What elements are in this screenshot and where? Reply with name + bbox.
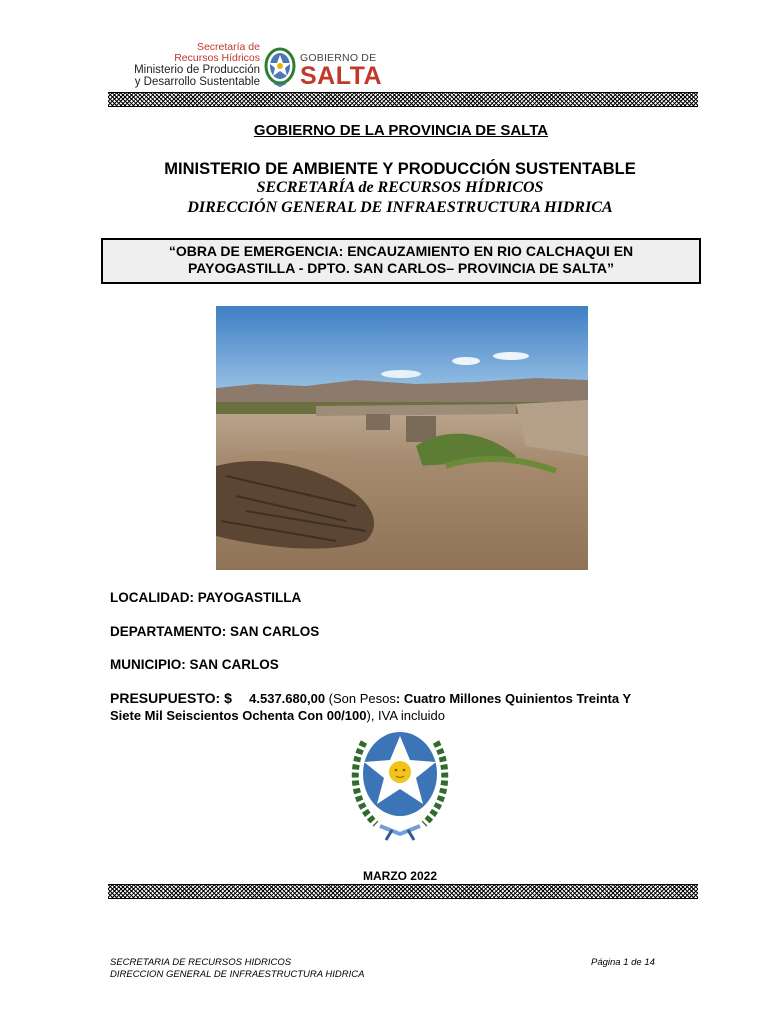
secretaria-line2: Recursos Hídricos — [174, 52, 260, 64]
amount-words-1: Cuatro Millones Quinientos Treinta Y — [403, 691, 632, 706]
iva-text: ), IVA incluido — [366, 708, 446, 723]
ministerio-line1: Ministerio de Producción — [134, 64, 260, 76]
salta-text: SALTA — [300, 62, 383, 90]
son-pesos-colon: : — [395, 691, 401, 706]
direccion-title: DIRECCIÓN GENERAL DE INFRAESTRUCTURA HIDRICA — [187, 199, 613, 216]
date-label: MARZO 2022 — [362, 869, 438, 883]
salta-coat-of-arms-icon — [346, 722, 454, 844]
presupuesto-paragraph — [110, 690, 696, 724]
secretaria-line1: Secretaría de — [196, 41, 260, 53]
obra-title-box — [101, 238, 701, 284]
amount-words-2: Siete Mil Seiscientos Ochenta Con 00/100 — [110, 708, 367, 723]
gobierno-salta-logo — [300, 52, 382, 88]
gobierno-title: GOBIERNO DE LA PROVINCIA DE SALTA — [253, 122, 549, 139]
salta-shield-icon — [264, 46, 296, 88]
ministerio-title: MINISTERIO DE AMBIENTE Y PRODUCCIÓN SUSTENTABLE — [164, 160, 636, 178]
river-bridge-photo — [216, 306, 588, 570]
presupuesto-label: PRESUPUESTO: $ — [110, 690, 232, 706]
son-pesos-open: (Son Pesos — [328, 691, 396, 706]
departamento-field: DEPARTAMENTO: SAN CARLOS — [110, 624, 320, 639]
page-number: Página 1 de 14 — [591, 957, 655, 968]
obra-line1: “OBRA DE EMERGENCIA: ENCAUZAMIENTO EN RIO CALCHAQUI EN — [168, 243, 634, 259]
header-divider — [108, 92, 698, 107]
localidad-field: LOCALIDAD: PAYOGASTILLA — [110, 590, 302, 605]
footer-divider — [108, 884, 698, 899]
footer-secretaria: SECRETARIA DE RECURSOS HIDRICOS — [110, 957, 292, 968]
ministerio-line2: y Desarrollo Sustentable — [134, 76, 260, 88]
secretaria-title: SECRETARÍA de RECURSOS HÍDRICOS — [256, 179, 544, 196]
footer-direccion: DIRECCION GENERAL DE INFRAESTRUCTURA HIDRICA — [110, 969, 365, 980]
obra-line2: PAYOGASTILLA - DPTO. SAN CARLOS– PROVINCIA DE SALTA” — [188, 260, 614, 276]
ministry-logo-text — [112, 42, 260, 88]
municipio-field: MUNICIPIO: SAN CARLOS — [110, 657, 279, 672]
gobierno-de-text: GOBIERNO DE — [300, 52, 377, 64]
presupuesto-amount: 4.537.680,00 — [249, 691, 326, 706]
